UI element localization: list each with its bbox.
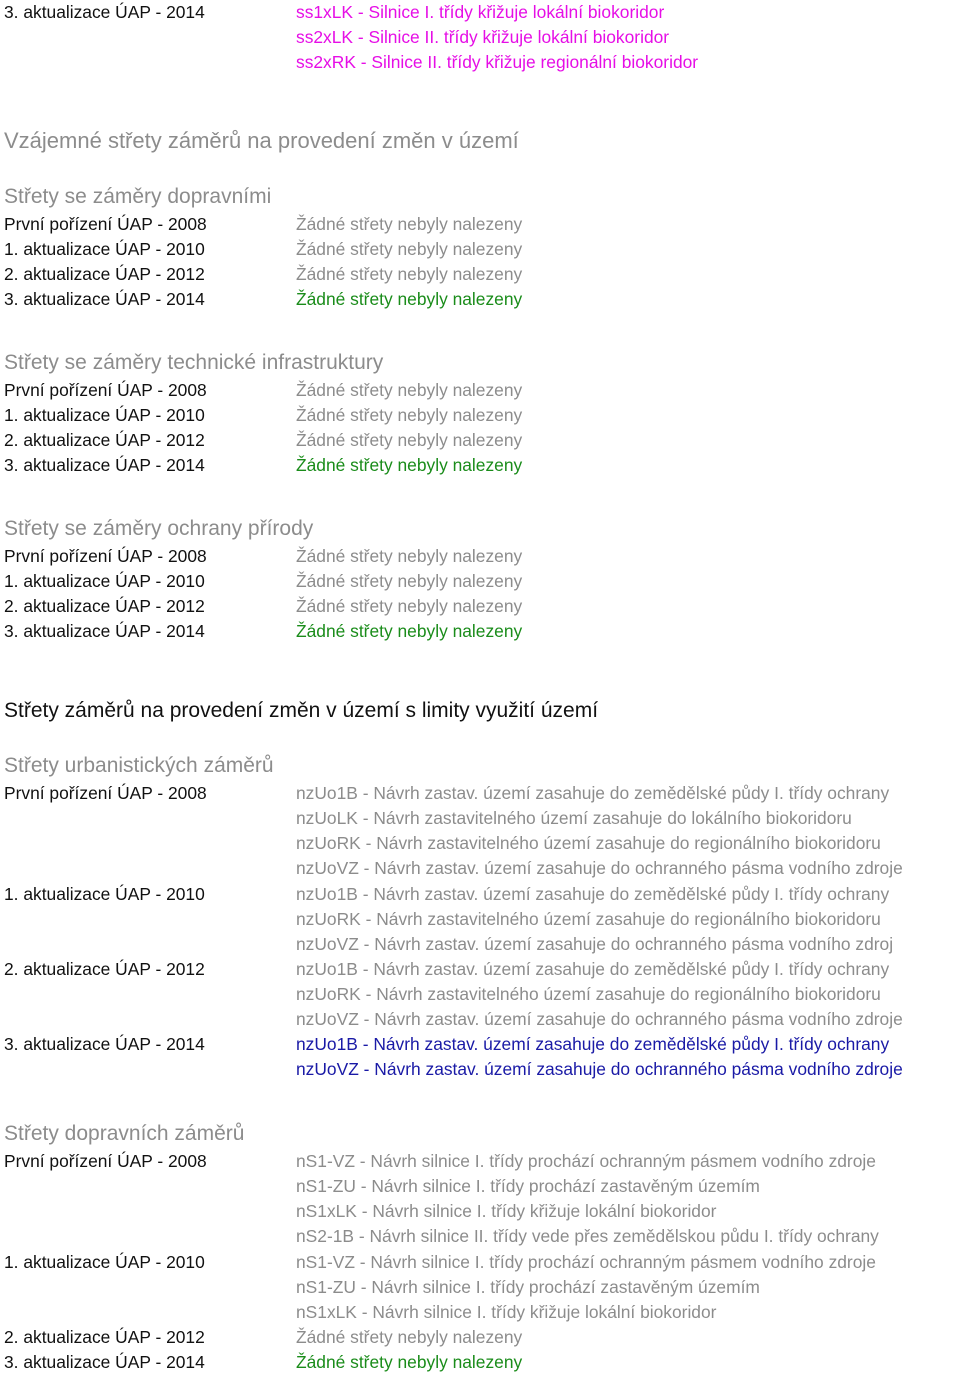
main-heading: Vzájemné střety záměrů na provedení změn v území xyxy=(4,128,519,153)
row-value: Žádné střety nebyly nalezeny xyxy=(296,264,523,284)
section-title-transport-limits: Střety dopravních záměrů xyxy=(4,1122,245,1145)
row-value: nzUo1B - Návrh zastav. území zasahuje do zemědělské půdy I. třídy ochrany xyxy=(296,783,890,803)
row-value: Žádné střety nebyly nalezeny xyxy=(296,380,523,400)
section-title-nature-protection: Střety se záměry ochrany přírody xyxy=(4,517,314,540)
row-label: 1. aktualizace ÚAP - 2010 xyxy=(4,239,205,259)
row-value: Žádné střety nebyly nalezeny xyxy=(296,1327,523,1347)
row-label: 1. aktualizace ÚAP - 2010 xyxy=(4,405,205,425)
row-value: Žádné střety nebyly nalezeny xyxy=(296,289,523,309)
row-value: ss2xLK - Silnice II. třídy křižuje lokální biokoridor xyxy=(296,27,670,47)
row-value: Žádné střety nebyly nalezeny xyxy=(296,455,523,475)
row-value: nzUoRK - Návrh zastavitelného území zasahuje do regionálního biokoridoru xyxy=(296,909,881,929)
row-label: 1. aktualizace ÚAP - 2010 xyxy=(4,884,205,904)
row-label: První pořízení ÚAP - 2008 xyxy=(4,546,207,566)
section-title-urban-plans: Střety urbanistických záměrů xyxy=(4,754,274,777)
row-label: 1. aktualizace ÚAP - 2010 xyxy=(4,571,205,591)
section-title-transport-plans: Střety se záměry dopravními xyxy=(4,185,272,208)
limits-heading: Střety záměrů na provedení změn v území s limity využití území xyxy=(4,699,599,722)
row-value: Žádné střety nebyly nalezeny xyxy=(296,214,523,234)
row-value: nzUo1B - Návrh zastav. území zasahuje do zemědělské půdy I. třídy ochrany xyxy=(296,959,890,979)
row-value: nS1-VZ - Návrh silnice I. třídy prochází ochranným pásmem vodního zdroje xyxy=(296,1151,876,1171)
row-label: 3. aktualizace ÚAP - 2014 xyxy=(4,1034,205,1054)
row-value: nzUoRK - Návrh zastavitelného území zasahuje do regionálního biokoridoru xyxy=(296,984,881,1004)
row-label: 3. aktualizace ÚAP - 2014 xyxy=(4,1352,205,1372)
row-value: nzUoVZ - Návrh zastav. území zasahuje do ochranného pásma vodního zdroj xyxy=(296,934,894,954)
row-value: nzUoVZ - Návrh zastav. území zasahuje do ochranného pásma vodního zdroje xyxy=(296,1059,903,1079)
row-label: První pořízení ÚAP - 2008 xyxy=(4,214,207,234)
row-value: nS2-1B - Návrh silnice II. třídy vede přes zemědělskou půdu I. třídy ochrany xyxy=(296,1226,879,1246)
row-value: Žádné střety nebyly nalezeny xyxy=(296,596,523,616)
row-label: 3. aktualizace ÚAP - 2014 xyxy=(4,621,205,641)
row-value: nzUo1B - Návrh zastav. území zasahuje do zemědělské půdy I. třídy ochrany xyxy=(296,1034,890,1054)
row-value: nzUo1B - Návrh zastav. území zasahuje do zemědělské půdy I. třídy ochrany xyxy=(296,884,890,904)
row-label: 3. aktualizace ÚAP - 2014 xyxy=(4,289,205,309)
row-value: ss2xRK - Silnice II. třídy křižuje regionální biokoridor xyxy=(296,52,699,72)
row-label: 3. aktualizace ÚAP - 2014 xyxy=(4,455,205,475)
row-value: Žádné střety nebyly nalezeny xyxy=(296,239,523,259)
row-value: nzUoVZ - Návrh zastav. území zasahuje do ochranného pásma vodního zdroje xyxy=(296,1009,903,1029)
row-value: nS1xLK - Návrh silnice I. třídy křižuje lokální biokoridor xyxy=(296,1302,717,1322)
row-value: nS1xLK - Návrh silnice I. třídy křižuje lokální biokoridor xyxy=(296,1201,717,1221)
row-value: Žádné střety nebyly nalezeny xyxy=(296,430,523,450)
row-value: nS1-ZU - Návrh silnice I. třídy prochází zastavěným územím xyxy=(296,1176,760,1196)
row-label: 1. aktualizace ÚAP - 2010 xyxy=(4,1252,205,1272)
row-value: nS1-VZ - Návrh silnice I. třídy prochází ochranným pásmem vodního zdroje xyxy=(296,1252,876,1272)
row-value: Žádné střety nebyly nalezeny xyxy=(296,621,523,641)
row-value: Žádné střety nebyly nalezeny xyxy=(296,1352,523,1372)
row-value: nzUoLK - Návrh zastavitelného území zasahuje do lokálního biokoridoru xyxy=(296,808,852,828)
row-label: 3. aktualizace ÚAP - 2014 xyxy=(4,2,205,22)
row-value: Žádné střety nebyly nalezeny xyxy=(296,546,523,566)
row-value: ss1xLK - Silnice I. třídy křižuje lokální biokoridor xyxy=(296,2,665,22)
row-value: nS1-ZU - Návrh silnice I. třídy prochází zastavěným územím xyxy=(296,1277,760,1297)
row-label: 2. aktualizace ÚAP - 2012 xyxy=(4,264,205,284)
row-label: 2. aktualizace ÚAP - 2012 xyxy=(4,959,205,979)
section-title-technical-infrastructure: Střety se záměry technické infrastruktury xyxy=(4,351,384,374)
row-value: Žádné střety nebyly nalezeny xyxy=(296,571,523,591)
row-label: 2. aktualizace ÚAP - 2012 xyxy=(4,430,205,450)
row-label: První pořízení ÚAP - 2008 xyxy=(4,1151,207,1171)
row-value: nzUoRK - Návrh zastavitelného území zasahuje do regionálního biokoridoru xyxy=(296,833,881,853)
row-label: 2. aktualizace ÚAP - 2012 xyxy=(4,1327,205,1347)
row-label: První pořízení ÚAP - 2008 xyxy=(4,783,207,803)
row-label: První pořízení ÚAP - 2008 xyxy=(4,380,207,400)
row-value: Žádné střety nebyly nalezeny xyxy=(296,405,523,425)
row-value: nzUoVZ - Návrh zastav. území zasahuje do ochranného pásma vodního zdroje xyxy=(296,858,903,878)
row-label: 2. aktualizace ÚAP - 2012 xyxy=(4,596,205,616)
